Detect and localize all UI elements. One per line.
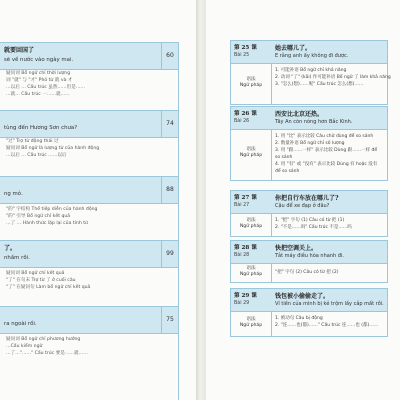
lesson-header (230, 106, 388, 130)
lesson-translation: Tắt máy điều hòa nhanh đi. (275, 253, 344, 259)
grammar-item: 2. 动词 "了" (kāi) 作可能补语 Bổ ngữ 了 làm khả năng (275, 75, 391, 80)
toc-block (0, 206, 178, 227)
toc-line: "过" Trợ từ động thái 过 (6, 139, 59, 144)
toc-row-page: 99 (161, 241, 178, 267)
toc-line: 疑问词 Bổ ngữ chỉ kết quả (6, 271, 65, 276)
toc-line: 疑问词 Bổ ngữ chỉ phương hướng (6, 337, 81, 342)
left-page-rule (178, 42, 179, 400)
grammar-label-vi: Ngữ pháp (239, 224, 263, 229)
toc-line: …以后 … Cấu trúc 虽然……但是…… (6, 85, 86, 90)
lesson-sub: Bài 28 (234, 253, 250, 258)
left-page (0, 0, 197, 400)
grammar-item: 2. 数量补语 Bổ ngữ chỉ số lượng (275, 141, 345, 146)
lesson-title: 她去哪儿了。 (275, 45, 312, 52)
lesson-title: 钱包被小偷偷走了。 (275, 293, 330, 300)
lesson-29[interactable] (230, 288, 388, 337)
toc-block (0, 336, 178, 357)
toc-line: "了" 在疑问句 Làm bổ ngữ chỉ kết quả (6, 285, 91, 290)
toc-line: …了 … Hành thức lặp lại của tính từ (6, 221, 88, 226)
lesson-header (230, 240, 388, 264)
lesson-header (230, 288, 388, 312)
toc-row-subtitle: ng mỏ. (4, 191, 23, 197)
grammar-item: để so sánh (275, 169, 300, 174)
toc-row-subtitle: tùng đến Hương Sơn chưa? (4, 125, 78, 131)
grammar-label: 语法 (246, 317, 256, 322)
toc-row-page: 75 (161, 307, 178, 333)
lesson-translation: Tây An còn nóng hơn Bắc Kinh. (275, 119, 353, 125)
toc-block (0, 138, 178, 159)
grammar-item: "把" 字句 (2) Câu có từ 把 (2) (275, 270, 339, 275)
grammar-item: 1. "把" 字句 (1) Câu có từ 把 (1) (275, 218, 345, 223)
lesson-title: 你把自行车放在哪儿了? (275, 195, 339, 202)
grammar-item: 1. 被动句 Câu bị động (275, 316, 323, 321)
grammar-label-vi: Ngữ pháp (239, 153, 263, 158)
toc-block (0, 270, 178, 291)
toc-line: "了" 在句末 Trợ từ 了 ở cuối câu (6, 278, 76, 283)
lesson-sub: Bài 25 (234, 53, 250, 58)
lesson-grammar (230, 64, 391, 105)
grammar-items (275, 67, 391, 88)
grammar-items (275, 315, 378, 329)
lesson-grammar (230, 312, 388, 337)
lesson-number: 第 26 课 (234, 111, 257, 117)
lesson-header (230, 40, 388, 64)
lesson-translation: E rằng anh ấy không đi được. (275, 53, 349, 59)
lesson-26[interactable] (230, 106, 388, 181)
lesson-grammar (230, 264, 388, 283)
grammar-item: so sánh (275, 155, 293, 160)
grammar-item: 2. "不是……吗" Cấu trúc 不是……吗 (275, 225, 352, 230)
grammar-items (275, 217, 352, 231)
toc-line: 疑问词 Bổ ngữ là lượng từ của hành động (6, 146, 100, 151)
toc-line: …Cấu kiểm ngữ (6, 344, 43, 349)
toc-row-subtitle: ra ngoài rồi. (4, 321, 37, 327)
toc-line: …了…"……" Cấu trúc 要是……就…… (6, 351, 88, 356)
lesson-sub: Bài 29 (234, 301, 250, 306)
toc-row-page: 74 (161, 111, 178, 137)
grammar-label: 语法 (246, 266, 256, 271)
grammar-item: 2. "连……也(都)……" Cấu trúc 连……也 (都)…… (275, 323, 379, 328)
lesson-sub: Bài 26 (234, 119, 250, 124)
grammar-label-vi: Ngữ pháp (239, 272, 263, 277)
lesson-title: 西安比北京还热。 (275, 111, 324, 118)
lesson-translation: Cậu để xe đạp ở đâu? (275, 203, 330, 209)
lesson-number: 第 25 课 (234, 45, 257, 51)
book-gutter (196, 0, 206, 400)
toc-row-title: 了。 (4, 245, 17, 252)
toc-row-page: 60 (161, 43, 178, 69)
lesson-number: 第 27 课 (234, 195, 257, 201)
grammar-label-cell (231, 64, 272, 104)
toc-line: …就… Cấu trúc 一……就…… (6, 92, 70, 97)
toc-line: "的" 引导 Bổ ngữ chỉ kết quả (6, 214, 71, 219)
grammar-label-vi: Ngữ pháp (239, 83, 263, 88)
grammar-label-cell (231, 214, 272, 236)
grammar-item: 1. 可能补语 Bổ ngữ chỉ khả năng (275, 68, 347, 73)
grammar-label-cell (231, 264, 272, 282)
toc-row-subtitle: sẽ về nước vào ngày mai. (4, 57, 74, 63)
lesson-25[interactable] (230, 40, 391, 105)
right-page (206, 0, 400, 400)
toc-row[interactable] (0, 42, 178, 70)
toc-row-page: 88 (161, 177, 178, 203)
lesson-number: 第 29 课 (234, 293, 257, 299)
lesson-sub: Bài 27 (234, 203, 250, 208)
grammar-label-vi: Ngữ pháp (239, 323, 263, 328)
toc-line: "的" 字结构 Thể tiếp diễn của hành động (6, 207, 98, 212)
toc-line: …以后 … Cấu trúc ……以后 (6, 153, 67, 158)
toc-block (0, 70, 178, 98)
lesson-title: 快把空调关上。 (275, 245, 318, 252)
lesson-28[interactable] (230, 240, 388, 283)
toc-line: 疑问词 Bổ ngữ chỉ thời lượng (6, 71, 71, 76)
toc-row-title: 就要回国了 (4, 47, 35, 54)
grammar-item: 4. 用 "有" 或 "没有" 表示比较 Dùng 有 hoặc 没有 (275, 162, 378, 167)
toc-row[interactable] (0, 306, 178, 334)
lesson-translation: Ví tiền của mình bị kẻ trộm lấy cắp mất rồi. (275, 301, 384, 307)
toc-row[interactable] (0, 240, 178, 268)
grammar-item: 3. 用 "跟……一样" 表示比较 Dùng 跟……一样 để (275, 148, 378, 153)
lesson-grammar (230, 214, 388, 237)
toc-line: 词 "就" 与 "才" Phó từ 就 và 才 (6, 78, 73, 83)
grammar-label-cell (231, 312, 272, 336)
grammar-label: 语法 (246, 147, 256, 152)
lesson-number: 第 28 课 (234, 245, 257, 251)
grammar-item: 1. 用 "比" 表示比较 Câu chữ dùng để so sánh (275, 134, 374, 139)
lesson-header (230, 190, 388, 214)
lesson-grammar (230, 130, 388, 181)
toc-row[interactable] (0, 176, 178, 204)
grammar-items (275, 269, 339, 276)
lesson-27[interactable] (230, 190, 388, 237)
toc-row-subtitle: nhầm rồi. (4, 255, 30, 261)
grammar-label: 语法 (246, 218, 256, 223)
grammar-label: 语法 (246, 77, 256, 82)
grammar-item: 3. "怎么(想)……呢" Cấu trúc 怎么(想)…… (275, 82, 364, 87)
grammar-items (275, 133, 377, 175)
toc-row[interactable] (0, 110, 178, 138)
grammar-label-cell (231, 130, 272, 180)
